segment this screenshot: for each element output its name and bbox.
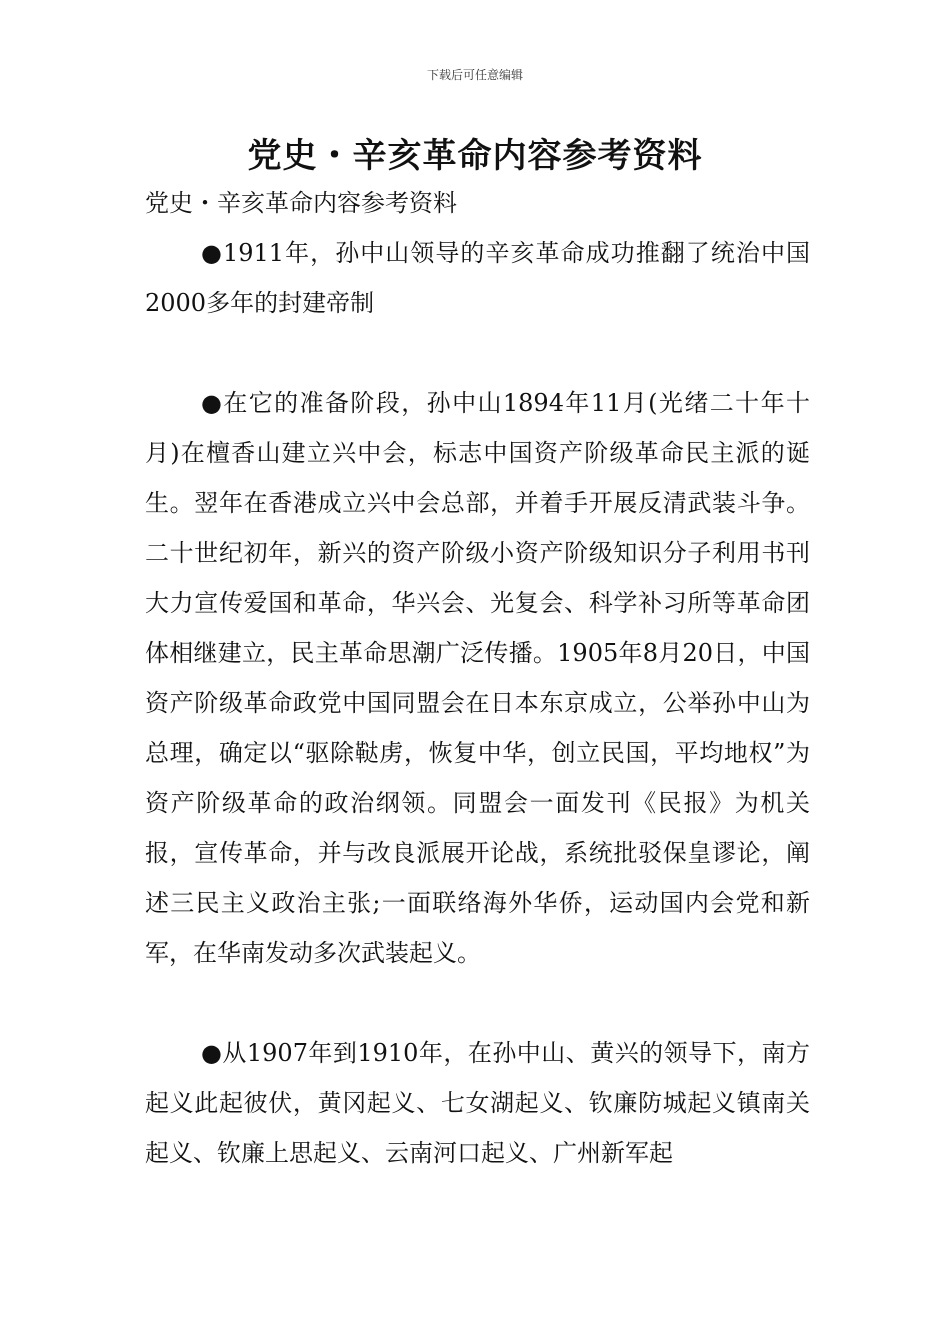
document-body [145,178,810,1178]
header-note: 下载后可任意编辑 [426,68,523,82]
document-subtitle: 党史・辛亥革命内容参考资料 [145,189,457,217]
paragraph-gap [145,328,810,378]
paragraph-gap [145,978,810,1028]
paragraph-2: ●在它的准备阶段，孙中山1894年11月(光绪二十年十月)在檀香山建立兴中会，标志中国资产阶级革命民主派的诞生。翌年在香港成立兴中会总部，并着手开展反清武装斗争。二十世纪初年，新兴的资产阶级小资产阶级知识分子利用书刊大力宣传爱国和革命，华兴会、光复会、科学补习所等革命团体相继建立，民主革命思潮广泛传播。1905年8月20日，中国资产阶级革命政党中国同盟会在日本东京成立，公举孙中山为总理，确定以“驱除鞑虏，恢复中华，创立民国，平均地权”为资产阶级革命的政治纲领。同盟会一面发刊《民报》为机关报，宣传革命，并与改良派展开论战，系统批驳保皇谬论，阐述三民主义政治主张;一面联络海外华侨，运动国内会党和新军，在华南发动多次武装起义。 [145,389,810,967]
paragraph-3: ●从1907年到1910年，在孙中山、黄兴的领导下，南方起义此起彼伏，黄冈起义、七女湖起义、钦廉防城起义镇南关起义、钦廉上思起义、云南河口起义、广州新军起 [145,1039,810,1167]
paragraph-1: ●1911年，孙中山领导的辛亥革命成功推翻了统治中国2000多年的封建帝制 [145,239,810,317]
document-title: 党史・辛亥革命内容参考资料 [247,136,703,176]
